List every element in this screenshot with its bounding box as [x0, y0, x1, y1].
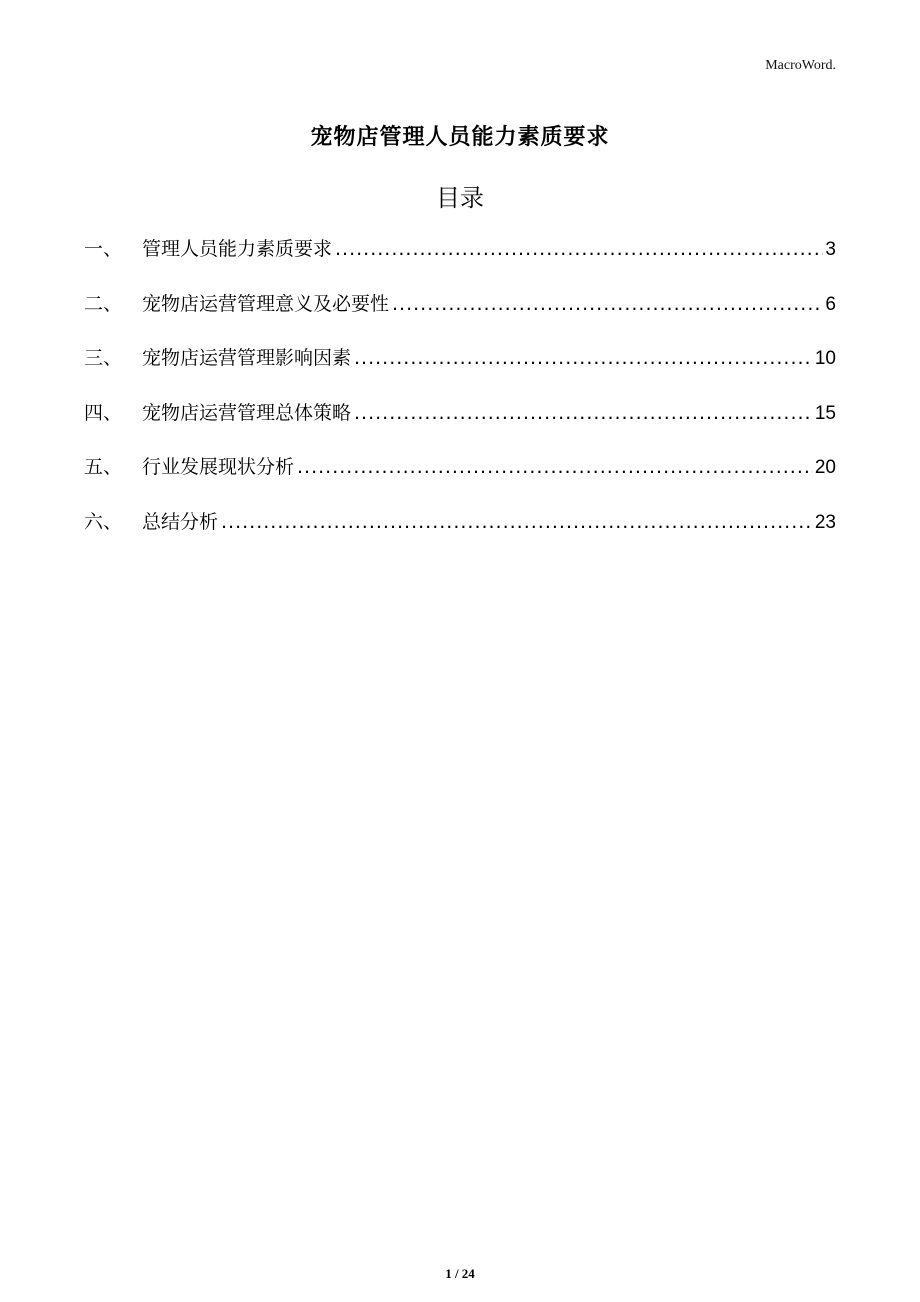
toc-dot-leader — [335, 238, 823, 260]
toc-entry-text: 宠物店运营管理影响因素 — [142, 347, 352, 369]
table-of-contents — [84, 234, 836, 561]
toc-entry-number: 六、 — [84, 510, 123, 533]
document-title: 宠物店管理人员能力素质要求 — [310, 125, 610, 150]
toc-entry-text: 宠物店运营管理总体策略 — [142, 401, 352, 424]
toc-entry-6[interactable] — [84, 507, 836, 562]
page-number-footer: 1 / 24 — [445, 1266, 475, 1281]
header-mark: MacroWord. — [765, 58, 836, 73]
toc-entry-number: 三、 — [84, 347, 123, 369]
toc-entry-number: 五、 — [84, 456, 123, 478]
toc-entry-1[interactable] — [84, 234, 836, 289]
toc-dot-leader — [297, 456, 813, 478]
toc-entry-4[interactable] — [84, 398, 836, 453]
toc-entry-text: 行业发展现状分析 — [142, 456, 295, 478]
toc-heading: 目录 — [436, 184, 484, 212]
toc-entry-2[interactable] — [84, 289, 836, 344]
toc-dot-leader — [354, 402, 813, 424]
toc-entry-page: 10 — [814, 348, 836, 369]
toc-entry-text: 总结分析 — [142, 510, 219, 533]
toc-entry-page: 23 — [814, 511, 836, 533]
toc-entry-number: 一、 — [84, 238, 123, 260]
toc-dot-leader — [221, 511, 813, 533]
toc-entry-number: 四、 — [84, 401, 123, 424]
toc-entry-page: 3 — [825, 239, 836, 260]
toc-entry-number: 二、 — [84, 292, 123, 315]
toc-entry-5[interactable] — [84, 452, 836, 507]
toc-entry-text: 管理人员能力素质要求 — [142, 238, 333, 260]
toc-dot-leader — [392, 293, 823, 315]
toc-dot-leader — [354, 347, 813, 369]
toc-entry-page: 6 — [825, 293, 836, 315]
toc-entry-text: 宠物店运营管理意义及必要性 — [142, 292, 390, 315]
toc-entry-page: 15 — [814, 402, 836, 424]
toc-entry-page: 20 — [814, 457, 836, 478]
toc-entry-3[interactable] — [84, 343, 836, 398]
